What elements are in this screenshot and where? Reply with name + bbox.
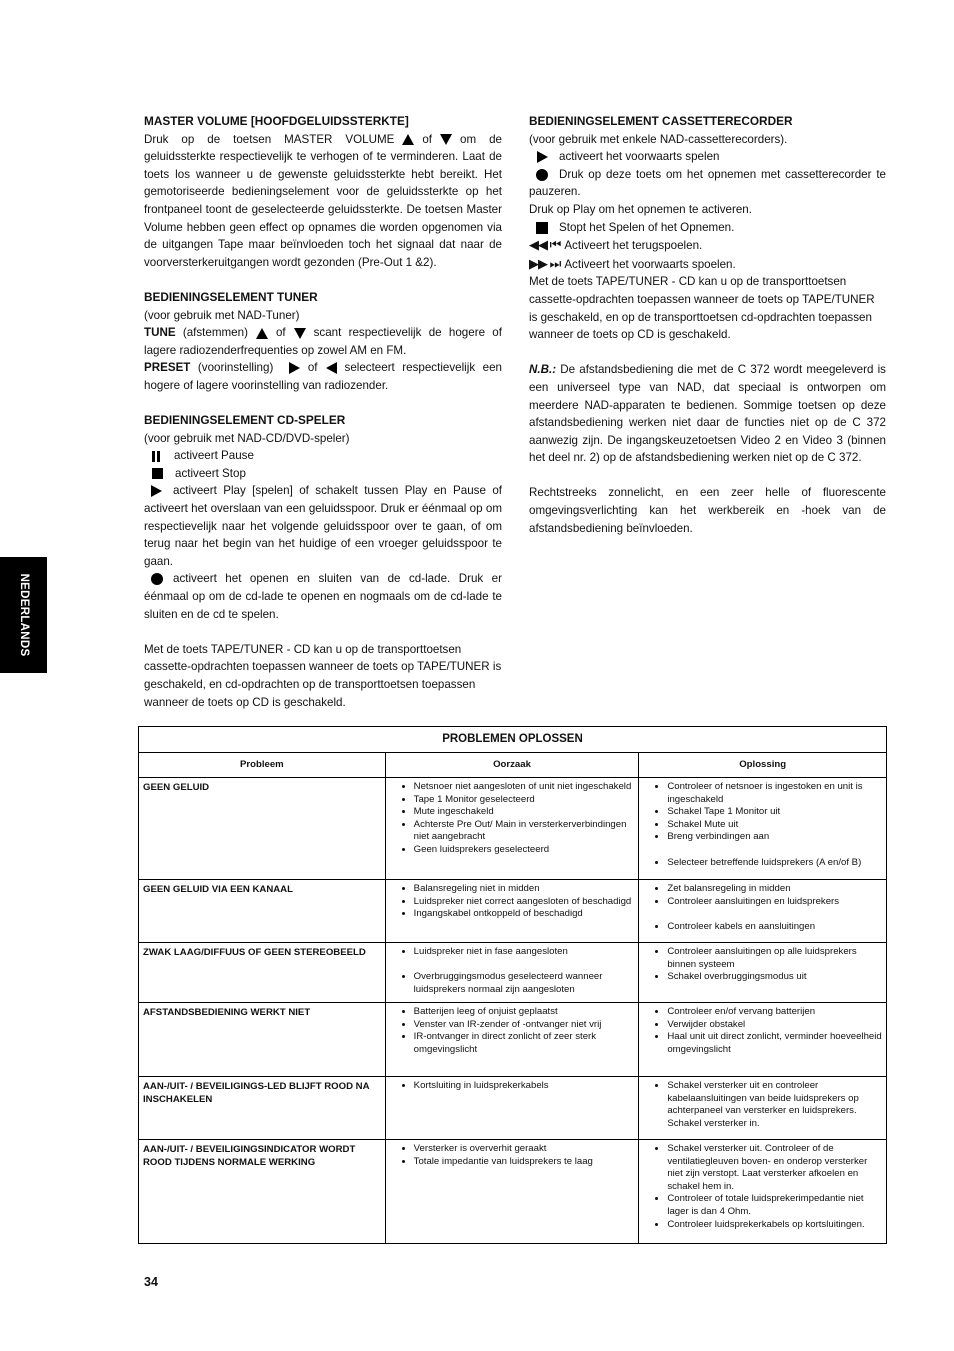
problem-cell: AAN-/UIT- / BEVEILIGINGSINDICATOR WORDT ROOD TIJDENS NORMALE WERKING [139,1140,386,1244]
list-item: • Achterste Pre Out/ Main in versterkerverbindingen niet aangebracht [414,819,635,844]
record-icon [536,169,548,181]
cause-cell [385,1140,639,1244]
solution-cell [639,1140,887,1244]
section-title: BEDIENINGSELEMENT TUNER [144,289,318,304]
solution-cell [639,880,887,943]
text: (afstemmen) [182,326,248,340]
table-row [139,1003,887,1077]
problem-cell: GEEN GELUID [139,778,386,880]
list-item: • Schakel overbruggingsmodus uit [667,971,882,984]
right-arrow-icon [289,362,300,374]
list-item: • Controleer en/of vervang batterijen [667,1006,882,1019]
list-item: • Versterker is oververhit geraakt [414,1143,635,1156]
side-tab-label: NEDERLANDS [18,573,30,657]
fast-forward-icon: ▶▶ ⏭ [529,255,561,271]
troubleshooting-table [138,726,887,1244]
subtitle: (voor gebruik met NAD-Tuner) [144,308,300,322]
list-item: • Breng verbindingen aan [667,831,882,844]
down-arrow-icon [440,134,452,145]
text: activeert Stop [175,466,246,480]
left-arrow-icon [326,362,337,374]
text: Stopt het Spelen of het Opnemen. [559,220,735,234]
list-item: • Balansregeling niet in midden [414,883,635,896]
play-icon [151,485,162,497]
table-row [139,778,887,880]
list-item: • Controleer kabels en aansluitingen [667,921,882,934]
paragraph: Rechtstreeks zonnelicht, en een zeer helle of fluorescente omgevingsverlichting kan het werkbereik en -hoek van de afstandsbediening beïnvloeden. [529,486,886,535]
section-title: BEDIENINGSELEMENT CD-SPELER [144,413,346,428]
text: selecteert respectievelijk een hogere of lagere voorinstelling van radiozender. [144,361,502,392]
table-row [139,1140,887,1244]
list-item: • Schakel versterker uit en controleer kabelaansluitingen van beide luidsprekers op achterpaneel van versterker en luidsprekers. Schakel versterker in. [667,1080,882,1130]
note-paragraph [529,361,886,467]
section-title: BEDIENINGSELEMENT CASSETTERECORDER [529,114,793,128]
list-item: • Geen luidsprekers geselecteerd [414,844,635,857]
cause-cell [385,880,639,943]
list-item: • Luidspreker niet correct aangesloten of beschadigd [414,896,635,909]
text: activeert Pause [174,449,254,463]
subtitle: (voor gebruik met enkele NAD-cassetterecorders). [529,132,788,146]
column-header: Probleem [139,753,386,778]
paragraph: Met de toets TAPE/TUNER - CD kan u op de transporttoetsen cassette-opdrachten toepassen wanneer de toets op TAPE/TUNER is geschakeld, en cd-opdrachten op de transporttoetsen toepassen wanneer de toets op CD is geschakeld. [144,642,502,709]
paragraph [144,465,502,483]
paragraph [144,447,502,465]
section-master-volume [144,113,502,271]
left-column [144,113,502,711]
page-number: 34 [144,1275,158,1289]
paragraph [529,148,886,166]
text: Activeert het terugspoelen. [564,239,703,253]
list-item: • Luidspreker niet in fase aangesloten [414,946,635,959]
section-title: MASTER VOLUME [HOOFDGELUIDSSTERKTE] [144,114,409,128]
paragraph [529,166,886,201]
text: scant respectievelijk de hogere of lagere radiozenderfrequenties op zowel AM en FM. [144,326,502,357]
list-item: • Controleer aansluitingen op alle luidsprekers binnen systeem [667,946,882,971]
paragraph [144,570,502,623]
list-item: • Kortsluiting in luidsprekerkabels [414,1080,635,1093]
list-item: • Selecteer betreffende luidsprekers (A en/of B) [667,857,882,870]
list-item: • Netsnoer niet aangesloten of unit niet ingeschakeld [414,781,635,794]
table-row [139,1077,887,1140]
section-cd-player [144,412,502,711]
list-item: • Controleer of totale luidsprekerimpedantie niet lager is dan 4 Ohm. [667,1193,882,1218]
column-header: Oplossing [639,753,887,778]
list-item: • Schakel Mute uit [667,819,882,832]
down-arrow-icon [294,328,306,339]
list-item: • Batterijen leeg of onjuist geplaatst [414,1006,635,1019]
list-item: • Tape 1 Monitor geselecteerd [414,794,635,807]
section-cassette [529,113,886,344]
subtitle: (voor gebruik met NAD-CD/DVD-speler) [144,431,350,445]
problem-cell: AAN-/UIT- / BEVEILIGINGS-LED BLIJFT ROOD NA INSCHAKELEN [139,1077,386,1140]
paragraph [144,482,502,570]
list-item: • Totale impedantie van luidsprekers te laag [414,1156,635,1169]
list-item: • Mute ingeschakeld [414,806,635,819]
paragraph: Druk op Play om het opnemen te activeren. [529,202,752,216]
text: De afstandsbediening die met de C 372 wordt meegeleverd is een universeel type van NAD, dat speciaal is ontworpen om meerdere NAD-apparaten te bedienen. Sommige toetsen op deze afstandsbediening werken niet daar de functies niet op de C 372 aanwezig zijn. De ingangskeuzetoetsen Video 2 en Video 3 (binnen het deel nr. 2) op de afstandsbediening werken niet op de C 372. [529,363,886,465]
text: of [422,132,433,146]
paragraph: Met de toets TAPE/TUNER - CD kan u op de transporttoetsen cassette-opdrachten toepassen wanneer de toets op TAPE/TUNER is geschakeld, en op de transporttoetsen cd-opdrachten toepassen wanneer de toets op CD is geschakeld. [529,275,875,342]
list-item: • Verwijder obstakel [667,1019,882,1032]
section-tuner [144,289,502,395]
up-arrow-icon [402,134,414,145]
stop-icon [536,222,548,234]
text: activeert het voorwaarts spelen [559,150,720,164]
text: geluidssterkte respectievelijk te verhogen of te verminderen. Laat de toets los wanneer u de gewenste geluidssterkte hebt bereikt. Het gemotoriseerde bedieningselement voor de geluidssterkte op het frontpaneel toont de geselecteerde geluidssterkte. De toetsen Master Volume hebben geen effect op opnames die worden opgenomen via de uitgangen Tape maar beïnvloeden toch het signaal dat naar de voorversterkeruitgangen wordt gezonden (Pre-Out 1 &2). [144,150,502,269]
paragraph [144,131,502,272]
text: (voorinstelling) [197,361,274,375]
pause-icon [152,451,160,462]
list-item: • Schakel Tape 1 Monitor uit [667,806,882,819]
problem-cell: GEEN GELUID VIA EEN KANAAL [139,880,386,943]
list-item: • Controleer aansluitingen en luidsprekers [667,896,882,909]
column-header: Oorzaak [385,753,639,778]
text: om de [460,132,502,146]
cause-cell [385,778,639,880]
stop-icon [152,468,163,479]
text: Druk op deze toets om het opnemen met cassetterecorder te pauzeren. [529,167,886,199]
cause-cell [385,943,639,1003]
language-side-tab [0,557,47,673]
problem-cell: AFSTANDSBEDIENING WERKT NIET [139,1003,386,1077]
cause-cell [385,1077,639,1140]
list-item: • IR-ontvanger in direct zonlicht of zeer sterk omgevingslicht [414,1031,635,1056]
right-column [529,113,886,537]
text: Activeert het voorwaarts spoelen. [564,257,736,271]
up-arrow-icon [256,328,268,339]
list-item: • Ingangskabel ontkoppeld of beschadigd [414,908,635,921]
note-label: N.B.: [529,363,557,377]
text: of [307,361,318,375]
solution-cell [639,943,887,1003]
table-row [139,880,887,943]
label: TUNE [144,326,176,340]
list-item: • Controleer of netsnoer is ingestoken en unit is ingeschakeld [667,781,882,806]
text: activeert het openen en sluiten van de cd-lade. Druk er éénmaal op om de cd-lade te openen en nogmaals om de cd-lade te sluiten en de cd te spelen. [144,572,502,621]
list-item: • Controleer luidsprekerkabels op kortsluitingen. [667,1219,882,1232]
paragraph [529,219,886,237]
paragraph [144,324,502,359]
paragraph [144,359,502,394]
list-item: • Haal unit uit direct zonlicht, verminder hoeveelheid omgevingslicht [667,1031,882,1056]
open-close-icon [151,573,163,585]
paragraph [529,255,886,274]
table-title: PROBLEMEN OPLOSSEN [139,727,887,753]
list-item: • Schakel versterker uit. Controleer of de ventilatiegleuven boven- en onderop versterker niet zijn verstopt. Laat versterker afkoelen en schakel hem in. [667,1143,882,1193]
label: PRESET [144,361,191,375]
table-row [139,943,887,1003]
solution-cell [639,1077,887,1140]
solution-cell [639,778,887,880]
solution-cell [639,1003,887,1077]
text: activeert Play [spelen] of schakelt tussen Play en Pause of activeert het overslaan van een geluidsspoor. Druk er éénmaal op om respectievelijk naar het volgende geluidsspoor over te gaan, of om terug naar het begin van het huidige of een vroeger geluidsspoor te gaan. [144,484,502,568]
cause-cell [385,1003,639,1077]
paragraph [529,236,886,255]
list-item: • Zet balansregeling in midden [667,883,882,896]
list-item: • Overbruggingsmodus geselecteerd wanneer luidsprekers normaal zijn aangesloten [414,971,635,996]
text: Druk op de toetsen MASTER VOLUME [144,132,395,146]
play-icon [537,151,548,163]
rewind-icon: ◀◀ ⏮ [529,237,561,253]
text: of [275,326,286,340]
problem-cell: ZWAK LAAG/DIFFUUS OF GEEN STEREOBEELD [139,943,386,1003]
list-item: • Venster van IR-zender of -ontvanger niet vrij [414,1019,635,1032]
